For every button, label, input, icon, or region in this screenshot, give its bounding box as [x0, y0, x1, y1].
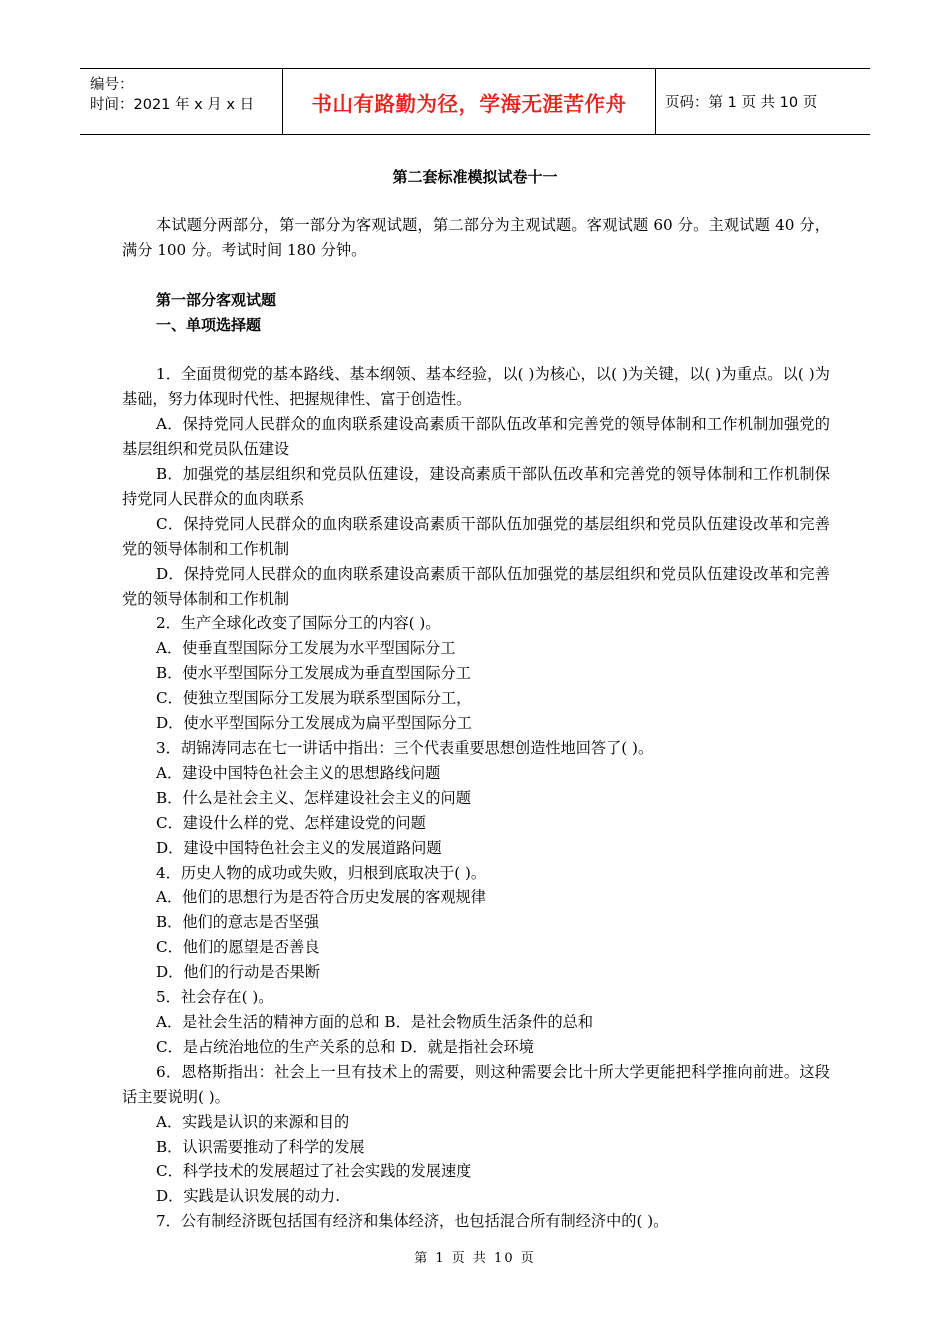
option-d: D．使水平型国际分工发展成为扁平型国际分工: [156, 714, 472, 733]
question-stem: 2．生产全球化改变了国际分工的内容( )。: [156, 614, 441, 633]
header-motto-cell: [282, 69, 656, 134]
option-c: C．科学技术的发展超过了社会实践的发展速度: [156, 1162, 472, 1181]
exam-body: [122, 213, 830, 1234]
exam-title: 第二套标准模拟试卷十一: [392, 168, 558, 186]
option-b: B．加强党的基层组织和党员队伍建设，建设高素质干部队伍改革和完善党的领导体制和工作机制保持党同人民群众的血肉联系: [122, 465, 830, 508]
option-c: C．他们的愿望是否善良: [156, 938, 320, 957]
question-stem: 3．胡锦涛同志在七一讲话中指出：三个代表重要思想创造性地回答了( )。: [156, 739, 654, 757]
question-2: [122, 611, 830, 736]
option-d: D．建设中国特色社会主义的发展道路问题: [156, 838, 442, 857]
document-code-label: 编号：: [90, 77, 134, 93]
option-ab: A．是社会生活的精神方面的总和 B．是社会物质生活条件的总和: [156, 1012, 594, 1031]
question-3: [122, 736, 830, 861]
question-6: [122, 1060, 830, 1209]
option-a: A．使垂直型国际分工发展为水平型国际分工: [156, 639, 456, 658]
header-motto: 书山有路勤为径，学海无涯苦作舟: [311, 91, 627, 116]
option-b: B．什么是社会主义、怎样建设社会主义的问题: [156, 788, 471, 807]
question-stem: 5．社会存在( )。: [156, 988, 274, 1007]
question-7: [122, 1209, 830, 1234]
option-cd: C．是占统治地位的生产关系的总和 D．就是指社会环境: [156, 1037, 534, 1056]
question-5: [122, 985, 830, 1060]
exam-intro: 本试题分两部分，第一部分为客观试题，第二部分为主观试题。客观试题 60 分。主观试题 40 分，满分 100 分。考试时间 180 分钟。: [122, 216, 830, 259]
option-b: B．使水平型国际分工发展成为垂直型国际分工: [156, 664, 471, 683]
question-stem: 1．全面贯彻党的基本路线、基本纲领、基本经验，以( )为核心，以( )为关键，以( )为重点。以( )为基础，努力体现时代性、把握规律性、富于创造性。: [122, 365, 830, 409]
question-1: [122, 362, 830, 611]
question-stem: 4．历史人物的成功或失败，归根到底取决于( )。: [156, 863, 487, 882]
option-c: C．建设什么样的党、怎样建设党的问题: [156, 813, 426, 832]
header-left-cell: [80, 69, 282, 134]
part1-heading: 第一部分客观试题: [156, 290, 277, 309]
page-header: [80, 68, 870, 135]
section1-heading: 一、单项选择题: [156, 315, 262, 334]
page-footer: 第 1 页 共 10 页: [414, 1251, 536, 1266]
document-time-label: 时间：2021 年 x 月 x 日: [90, 97, 255, 113]
option-a: A．实践是认识的来源和目的: [156, 1112, 350, 1131]
question-stem: 6．恩格斯指出：社会上一旦有技术上的需要，则这种需要会比十所大学更能把科学推向前进。这段话主要说明( )。: [122, 1062, 830, 1106]
option-a: A．建设中国特色社会主义的思想路线问题: [156, 763, 441, 782]
option-a: A．他们的思想行为是否符合历史发展的客观规律: [156, 888, 486, 907]
option-d: D．他们的行动是否果断: [156, 963, 321, 982]
option-b: B．认识需要推动了科学的发展: [156, 1137, 365, 1156]
option-b: B．他们的意志是否坚强: [156, 913, 320, 932]
header-page-info: 页码：第 1 页 共 10 页: [665, 95, 818, 111]
header-page-info-cell: [656, 69, 870, 134]
option-c: C．保持党同人民群众的血肉联系建设高素质干部队伍加强党的基层组织和党员队伍建设改革和完善党的领导体制和工作机制: [122, 514, 830, 558]
option-c: C．使独立型国际分工发展为联系型国际分工，: [156, 689, 472, 708]
option-a: A．保持党同人民群众的血肉联系建设高素质干部队伍改革和完善党的领导体制和工作机制加强党的基层组织和党员队伍建设: [122, 415, 830, 459]
option-d: D．保持党同人民群众的血肉联系建设高素质干部队伍加强党的基层组织和党员队伍建设改革和完善党的领导体制和工作机制: [122, 564, 830, 608]
question-stem: 7．公有制经济既包括国有经济和集体经济，也包括混合所有制经济中的( )。: [156, 1212, 669, 1231]
option-d: D．实践是认识发展的动力.: [156, 1187, 341, 1206]
question-4: [122, 861, 830, 986]
